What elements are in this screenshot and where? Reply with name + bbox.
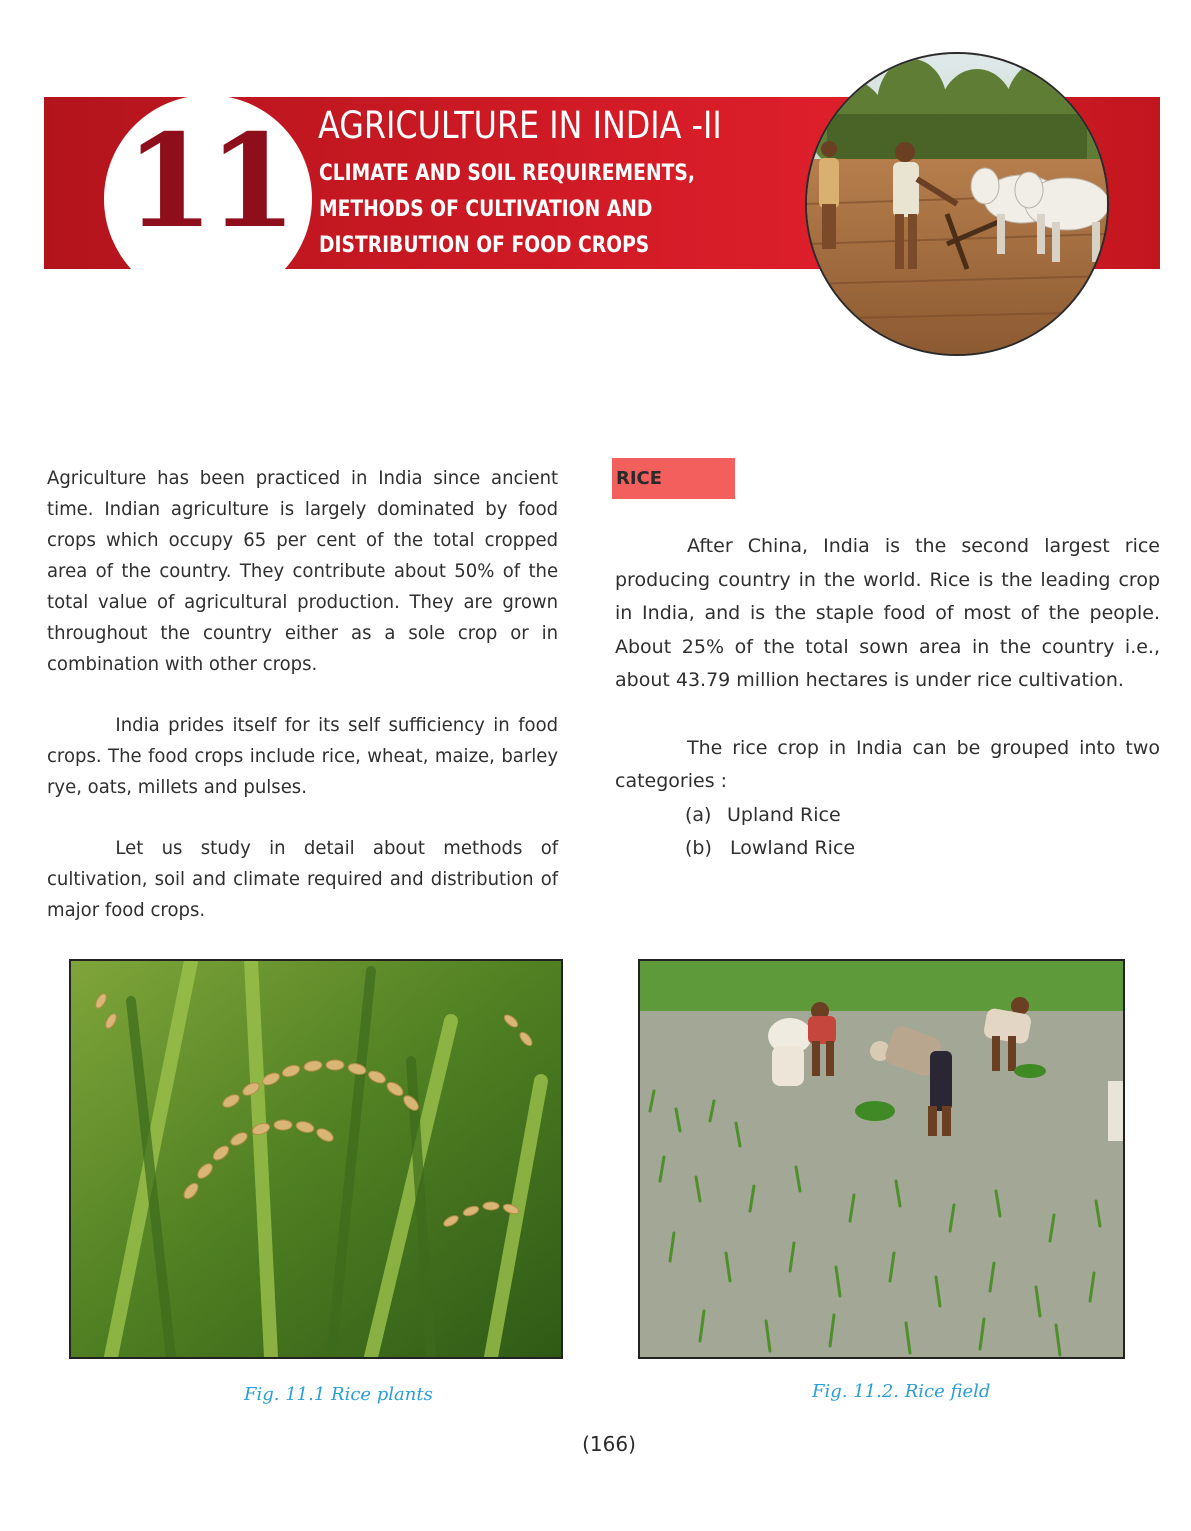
study-paragraph: Let us study in detail about methods of cultivation, soil and climate required and distribution of major food crops.	[47, 837, 559, 921]
list-item-text: Lowland Rice	[730, 837, 856, 859]
figure-caption: Fig. 11.1 Rice plants	[244, 1384, 433, 1405]
list-item	[615, 832, 1160, 866]
rice-categories-list	[615, 799, 1160, 866]
intro-text-column	[47, 463, 558, 956]
rice-production-paragraph: After China, India is the second largest rice producing country in the world. Rice is the leading crop in India, and is the staple food of most of the people. About 25% of the total sown area in the country i.e., about 43.79 million hectares is under rice cultivation.	[615, 535, 1160, 691]
intro-paragraph: Agriculture has been practiced in India since ancient time. Indian agriculture is largely dominated by food crops which occupy 65 per cent of the total cropped area of the country. They contribute about 50% of the total value of agricultural production. They are grown throughout the country either as a sole crop or in combination with other crops.	[47, 467, 559, 675]
rice-plants-illustration	[71, 961, 561, 1357]
figure-caption: Fig. 11.2. Rice field	[812, 1381, 991, 1402]
chapter-subtitle-line: DISTRIBUTION OF FOOD CROPS	[319, 233, 650, 258]
rice-section-label: RICE	[612, 458, 735, 499]
rice-section	[615, 458, 1160, 866]
list-item-label: (b)	[685, 837, 712, 859]
page-number: (166)	[582, 1432, 636, 1456]
list-item-text: Upland Rice	[727, 803, 841, 826]
rice-categories-paragraph: The rice crop in India can be grouped into two categories :	[615, 736, 1160, 792]
list-item	[615, 799, 1160, 833]
food-crops-paragraph: India prides itself for its self sufficiency in food crops. The food crops include rice, wheat, maize, barley rye, oats, millets and pulses.	[47, 714, 559, 798]
rice-field-illustration	[640, 961, 1123, 1357]
chapter-title: AGRICULTURE IN INDIA -II	[318, 104, 722, 147]
ploughing-illustration	[807, 54, 1107, 354]
chapter-number: 11	[124, 107, 292, 257]
chapter-subtitle-line: CLIMATE AND SOIL REQUIREMENTS,	[319, 161, 695, 186]
ploughing-photo	[805, 52, 1109, 356]
list-item-label: (a)	[685, 803, 712, 826]
chapter-subtitle-line: METHODS OF CULTIVATION AND	[319, 197, 653, 222]
rice-plants-photo	[69, 959, 563, 1359]
chapter-subtitle	[319, 156, 695, 264]
rice-field-photo	[638, 959, 1125, 1359]
